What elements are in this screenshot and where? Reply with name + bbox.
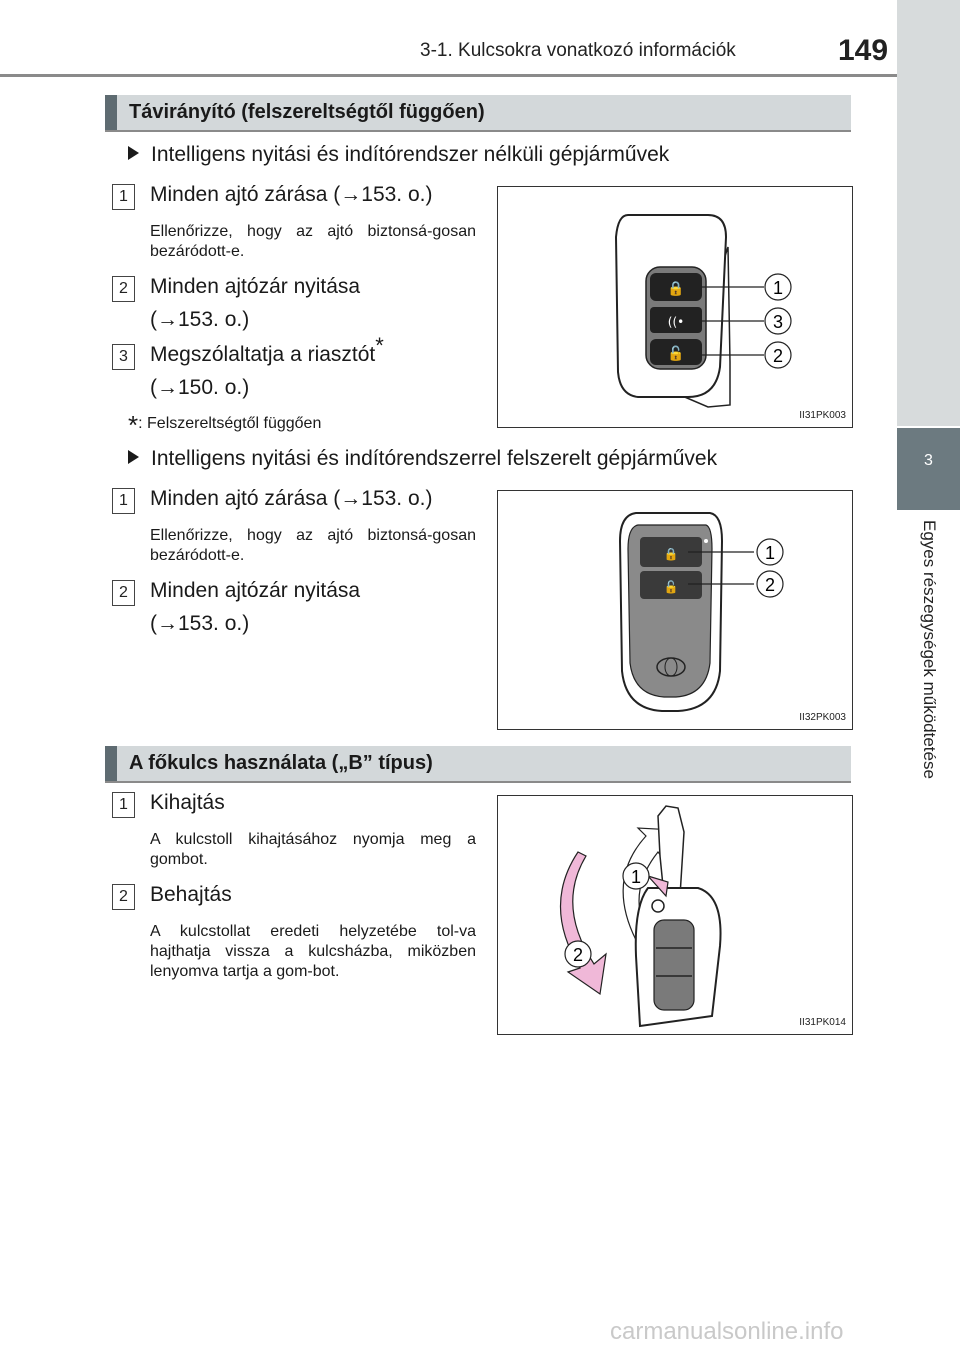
item-description: Ellenőrizze, hogy az ajtó biztonsá-gosan bezáródott-e.: [150, 223, 476, 260]
figure-flip-key-remote: [497, 186, 853, 428]
callout-1: 1: [764, 543, 776, 563]
item-label: Minden ajtózár nyitása: [150, 275, 361, 298]
figure-code: II31PK014: [799, 1017, 846, 1028]
figure-smart-key-remote: [497, 490, 853, 730]
section-accent: [105, 746, 117, 782]
chapter-label: Egyes részegységek működtetése: [920, 520, 939, 779]
figure-code: II32PK003: [799, 712, 846, 723]
item-number: 1: [112, 792, 135, 818]
page-number: 149: [838, 34, 889, 67]
svg-text:🔓: 🔓: [663, 580, 679, 594]
chapter-number: 3: [924, 452, 933, 469]
item-label-continued: (→153. o.): [150, 612, 250, 635]
subheading-smart-entry: Intelligens nyitási és indítórendszerrel felszerelt gépjárművek: [128, 447, 717, 471]
item-label: Behajtás: [150, 883, 232, 906]
item-label: Minden ajtó zárása (→153. o.): [150, 487, 433, 510]
triangle-bullet-icon: [128, 146, 139, 160]
running-header-title: 3-1. Kulcsokra vonatkozó információk: [420, 40, 736, 61]
item-description: A kulcstoll kihajtásához nyomja meg a gombot.: [150, 831, 476, 868]
footnote: *: Felszereltségtől függően: [128, 410, 322, 440]
svg-text:🔒: 🔒: [667, 281, 685, 297]
callout-2: 2: [764, 575, 776, 595]
item-number: 2: [112, 276, 135, 302]
item-description: Ellenőrizze, hogy az ajtó biztonsá-gosan bezáródott-e.: [150, 527, 476, 564]
callout-1: 1: [630, 867, 642, 887]
figure-key-blade: [497, 795, 853, 1035]
figure-code: II31PK003: [799, 410, 846, 421]
triangle-bullet-icon: [128, 450, 139, 464]
svg-text:((•: ((•: [667, 315, 685, 329]
header-divider: [0, 74, 960, 77]
callout-3: 3: [772, 312, 784, 332]
item-label: Megszólaltatja a riasztót*: [150, 333, 384, 366]
key-blade-illustration: [498, 796, 852, 1034]
flip-key-illustration: [498, 187, 852, 427]
item-description: A kulcstollat eredeti helyzetébe tol-va hajthatja vissza a kulcsházba, miközben lenyomva tartja a gom-bot.: [150, 923, 476, 980]
item-label: Minden ajtózár nyitása: [150, 579, 361, 602]
item-number: 3: [112, 344, 135, 370]
item-number: 2: [112, 580, 135, 606]
section-title: A főkulcs használata („B” típus): [129, 752, 433, 774]
item-number: 1: [112, 184, 135, 210]
svg-text:🔒: 🔒: [663, 547, 679, 561]
item-label-continued: (→153. o.): [150, 308, 250, 331]
section-heading-master-key: [105, 746, 851, 782]
item-label: Kihajtás: [150, 791, 225, 814]
item-label-continued: (→150. o.): [150, 376, 250, 399]
subheading-no-smart-entry: Intelligens nyitási és indítórendszer nélküli gépjárművek: [128, 143, 669, 167]
item-label: Minden ajtó zárása (→153. o.): [150, 183, 433, 206]
section-title: Távirányító (felszereltségtől függően): [129, 101, 485, 123]
callout-2: 2: [572, 945, 584, 965]
section-heading-remote: [105, 95, 851, 131]
watermark: carmanualsonline.info: [610, 1318, 844, 1345]
section-divider: [105, 781, 851, 783]
side-tab-background: [897, 0, 960, 426]
section-accent: [105, 95, 117, 131]
item-number: 1: [112, 488, 135, 514]
smart-key-illustration: [498, 491, 852, 729]
callout-1: 1: [772, 278, 784, 298]
svg-text:🔓: 🔓: [667, 346, 685, 362]
callout-2: 2: [772, 346, 784, 366]
item-number: 2: [112, 884, 135, 910]
section-divider: [105, 130, 851, 132]
